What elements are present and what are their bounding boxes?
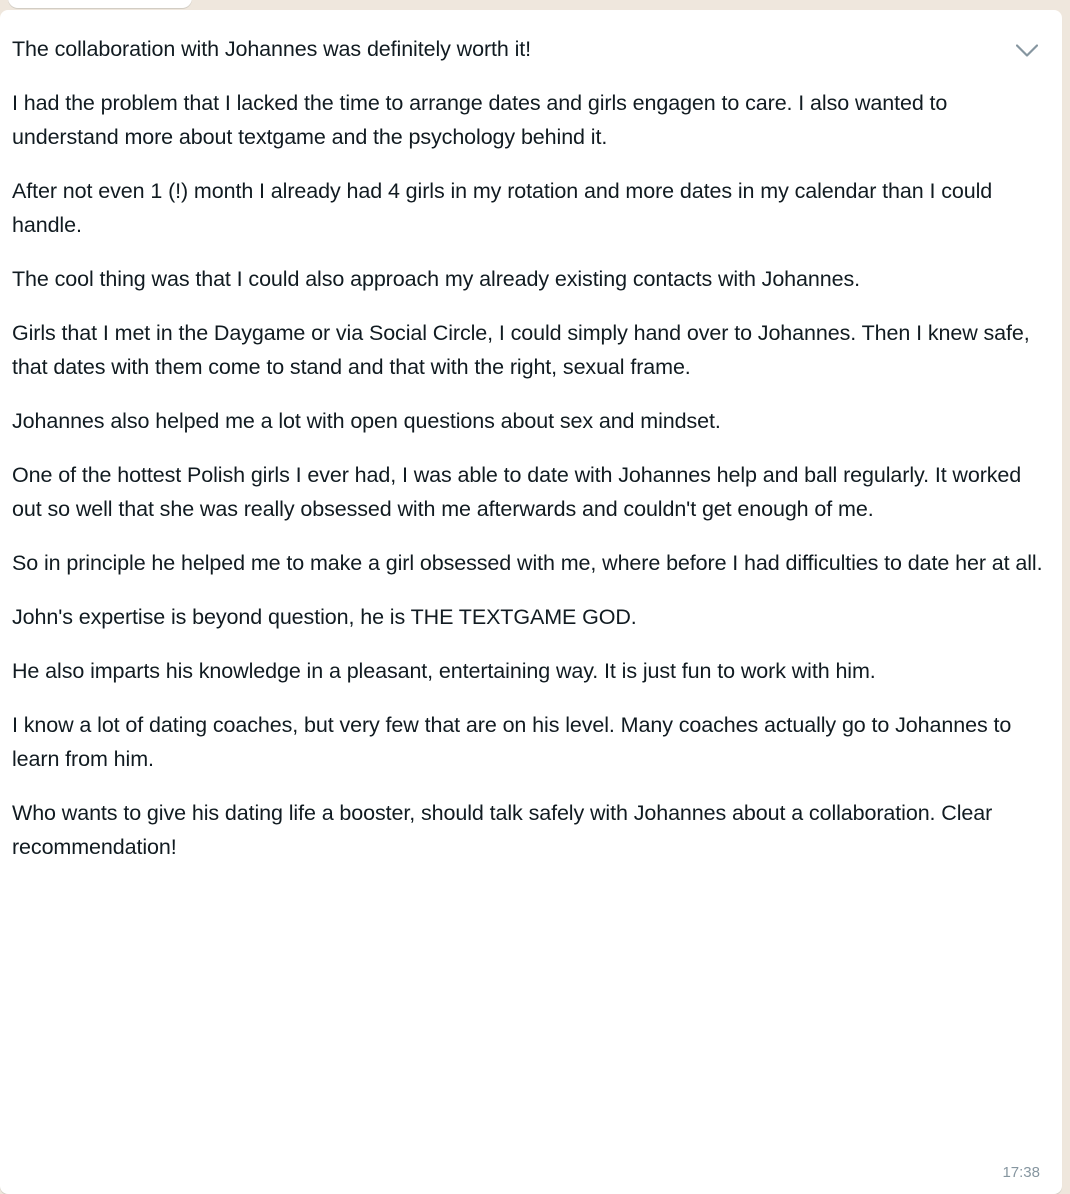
message-paragraph: I know a lot of dating coaches, but very few that are on his level. Many coaches actually go to Johannes to learn from him. <box>12 713 1012 771</box>
message-paragraph: John's expertise is beyond question, he is THE TEXTGAME GOD. <box>12 605 637 629</box>
message-paragraph: So in principle he helped me to make a girl obsessed with me, where before I had difficulties to date her at all. <box>12 551 1043 575</box>
message-paragraph: He also imparts his knowledge in a pleasant, entertaining way. It is just fun to work with him. <box>12 659 876 683</box>
message-paragraph: Johannes also helped me a lot with open questions about sex and mindset. <box>12 409 721 433</box>
message-paragraph: One of the hottest Polish girls I ever had, I was able to date with Johannes help and ball regularly. It worked out so well that she was really obsessed with me afterwards and couldn't get enough of me. <box>12 463 1022 521</box>
chevron-down-icon[interactable] <box>1010 36 1044 66</box>
message-paragraph: Who wants to give his dating life a booster, should talk safely with Johannes about a collaboration. Clear recommendation! <box>12 801 993 859</box>
previous-message-bubble[interactable] <box>8 0 192 8</box>
message-timestamp: 17:38 <box>1002 1164 1040 1181</box>
message-paragraph: After not even 1 (!) month I already had 4 girls in my rotation and more dates in my calendar than I could handle. <box>12 179 993 237</box>
message-paragraph: Girls that I met in the Daygame or via Social Circle, I could simply hand over to Johannes. Then I knew safe, that dates with them come to stand and that with the right, sexual frame. <box>12 321 1030 379</box>
message-bubble[interactable] <box>0 10 1062 1194</box>
message-paragraph: The cool thing was that I could also approach my already existing contacts with Johannes. <box>12 267 860 291</box>
chat-background <box>0 0 1070 10</box>
message-paragraph: I had the problem that I lacked the time to arrange dates and girls engagen to care. I also wanted to understand more about textgame and the psychology behind it. <box>12 91 948 149</box>
message-text <box>12 32 1044 864</box>
message-paragraph: The collaboration with Johannes was definitely worth it! <box>12 37 532 61</box>
